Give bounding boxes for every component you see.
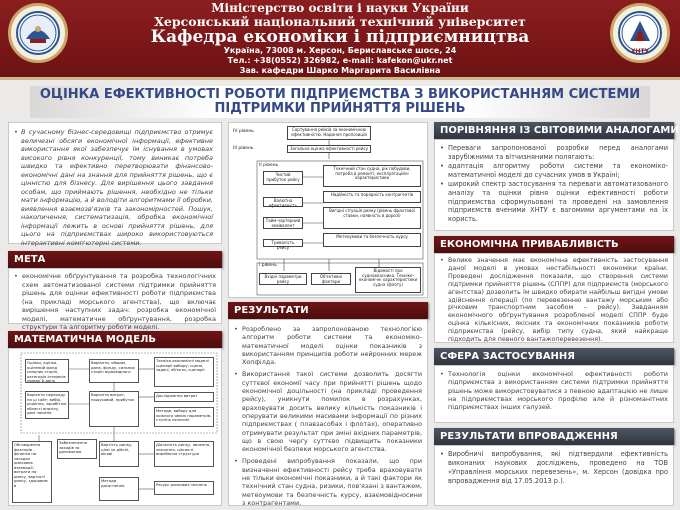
math-box-2: Варіанти переходу на ці сайт; вибір, рішення, заробітної області аналізу, дані запитів: [25, 391, 69, 419]
university-title: Херсонський національний технічний університет: [154, 14, 526, 29]
results-item-1: • Розроблено за запропонованою технологією алгоритм роботи системи та економіко-математичної моделі оцінки показників з використанням принципів роботи нейронних мереж Хопфілда.: [234, 325, 422, 366]
math-box-1: Оцінки, оцінка, оцінений фонд сильних сторін, категорія інтересів прямої й дань: [25, 359, 69, 383]
application-box: [434, 365, 674, 423]
results-item-3: • Проведені випробування показали, що при визначенні ефективності рейсу треба враховувати не тільки економічні показники, а й такі фактори як технічний стан судна, ризики, пов'язані з вантажем, метеоумови та безпечність курсу, взаємовідносини з контрагентами.: [234, 457, 422, 507]
math-box-12: Методи досягнення: [99, 477, 139, 501]
level-4-label: IV рівень: [233, 129, 254, 134]
right-box-4: Метеоумови та безпечність курсу: [323, 233, 421, 247]
math-box-11: Діяльність ринку, явлення, значення, цінності, виробнича структура: [154, 441, 214, 467]
math-box-9: Обговорення факторів - фінанси на засадах ринкових взаємодії; витрати на ринку, вартості ринку, здоровим в: [12, 441, 52, 503]
department-logo-text: ХНТУ: [630, 48, 650, 55]
math-box-6: Дослідження витрат: [154, 392, 214, 402]
right-box-2: Надійність та порядність контрагентів: [323, 191, 421, 203]
implementation-text: • Виробничі випробування, які підтвердили ефективність виконаних наукових досліджень, проведено на ТОВ «Управління морських перевезень», м. Херсон (довідка про впровадження від 17.05.2013 р.).: [440, 450, 668, 486]
math-model-heading: МАТЕМАТИЧНА МОДЕЛЬ: [8, 331, 222, 348]
bottom-box-2: Об'єктивні фактори: [311, 273, 351, 285]
meta-heading: МЕТА: [8, 251, 222, 268]
contacts-text: Тел.: +38(0552) 326982, e-mail: kafekon@ukr.net: [227, 56, 453, 65]
application-text: • Технологія оцінки економічної ефективності роботи підприємства з використанням системи підтримки прийняття рішень може використовуватися з певною адаптацією не лише на підприємствах морського профілю але й різноманітних підприємствах інших галузей.: [440, 370, 668, 411]
level-2-label: II рівень: [259, 163, 279, 168]
level-3-box: Загальна оцінка ефективності рейсу: [287, 145, 371, 153]
university-logo: [8, 3, 68, 63]
poster-header: [0, 0, 680, 80]
meta-box: [8, 268, 222, 331]
economic-box: [434, 253, 674, 343]
address-text: Україна, 73008 м. Херсон, Бериславське шосе, 24: [223, 46, 457, 55]
implementation-box: [434, 445, 674, 506]
comparison-box: [434, 139, 674, 231]
bottom-box-3: Відомості про судновласника. Техніко-економічні характеристики судна (флоту): [355, 267, 421, 293]
department-head-text: Зав. кафедри Шарко Маргарита Василівна: [239, 66, 441, 75]
left-box-4: Тривалість рейсу: [263, 239, 303, 247]
level-3-label: III рівень: [233, 146, 254, 151]
comparison-item-1: • Переваги запропонованої розробки перед аналогами зарубіжними та вітчизняними полягають:: [440, 144, 668, 161]
math-box-3: Варіанти, обирає, дана, фонду, сильних сторін відповідного: [89, 359, 139, 383]
comparison-item-2: • адаптація алгоритму роботи системи та економіко-математичної моделі до сучасних умов в Україні;: [440, 162, 668, 179]
intro-text: • В сучасному бізнес-середовищі підприємство отримує величезні обсяги економічної інформації, ефективне використання якої забезпечує їм існування в умовах високого рівня конкуренції, тому виникає потреба швидко та ефективно перетворювати фінансово-економічні дані на знання для прийняття рішень, що є цінністю для бізнесу. Для вирішення цього завдання особам, що приймають рішення, необхідно не тільки мати інформацію, а й володіти алгоритмами її обробки, виявлення взаємозв'язків та закономірностей. Пошук, накопичення, систематизація, обробка економічної інформації лежить в основі прийняття рішень, для цього на підприємствах широко використовуються інтерактивні комп'ютерні системи.: [21, 128, 213, 247]
level-4-box: Сортування рейсів за економічною ефективністю. Надання пропозицій: [287, 126, 371, 140]
economic-text: • Велике значення має економічна ефективність застосування даної моделі в умовах нестабільності економіки країни. Проведені дослідження показали, що створення системи підтримки прийняття рішень (СППР) для підприємств (морського агентства) дозволить їм швидко обирати найбільш вигідні умови здійснення операції (по перевезенню вантажу морським або річковим транспортним засобом – рейсу). Завданням економічного обґрунтування розробленої моделі СППР буде оцінка кількісних, якісних та економічних показників роботи підприємства (рейсу, вибір типу судна, який найкраще підходить для певного вантажоперевезення).: [440, 257, 668, 344]
bottom-box-1: Вхідні параметри рейсу: [259, 273, 307, 285]
intro-box: [8, 122, 222, 247]
right-box-1: Технічний стан судна, рік побудови, потреба в ремонті, експлуатаційні характеристики: [323, 165, 421, 187]
math-box-7: Методи, вибору для кожного явних параметрів, ступінь незначні: [154, 407, 214, 427]
level-1-label: I рівень: [259, 263, 277, 268]
meta-text: • економічне обґрунтування та розробка технологічних схем автоматизованої системи підтримки прийняття рішень для оцінки ефективності роботи підприємства (на прикладі морського агентства), що включає вирішення наступних задач: розробка економічної моделі, математичне обґрунтування, розробка структури та алгоритму роботи моделі.: [14, 272, 216, 332]
ministry-title: Міністерство освіти і науки України: [211, 1, 469, 15]
system-levels-diagram: [228, 122, 428, 298]
application-heading: СФЕРА ЗАСТОСУВАННЯ: [434, 348, 674, 365]
implementation-heading: РЕЗУЛЬТАТИ ВПРОВАДЖЕННЯ: [434, 428, 674, 445]
math-box-13: Ресурс ринкових значень: [154, 481, 214, 495]
left-box-3: Тайм-чартерний еквівалент: [263, 217, 303, 229]
university-emblem-icon: [16, 11, 60, 55]
department-logo: [610, 3, 670, 63]
comparison-heading: ПОРІВНЯННЯ ІЗ СВІТОВИМИ АНАЛОГАМИ: [434, 122, 674, 139]
math-model-diagram: [8, 348, 222, 506]
comparison-item-3: • широкий спектр застосування та переваги автоматизованого аналізу та оцінки рівня оцінки ефективності роботи підприємства сформульовані та проведені на замовлення підприємств вченими ХНТУ є вагомими аргументами на їх користь.: [440, 180, 668, 223]
math-box-4: Техніко-економічні моделі сценарії вибору; сцени, задачі, об'єкти, сценарії: [154, 357, 214, 387]
math-box-8: Забезпечення заходів за допомогою: [57, 439, 97, 459]
economic-heading: ЕКОНОМІЧНА ПРИВАБЛИВІСТЬ: [434, 236, 674, 253]
left-box-2: Валютна ефективність: [263, 197, 303, 207]
results-item-2: • Використання такої системи дозволить досягти суттєвої економії часу при прийнятті рішень щодо економічної доцільності (на прикладі проведення рейсу), уникнути помилок в розрахунках, враховувати досить велику кількість показників і оперувати великими масивами інформації по різних підприємствах ( плавзасобах і флотах), оперативно отримувати результат при зміні вхідних параметрів, що в свою чергу суттєво підвищить показники економічної безпеки морського агентства.: [234, 370, 422, 453]
left-box-1: Чистий прибуток рейсу: [263, 171, 303, 185]
math-box-10: Вартість ринку, ціни за дійсні, вікові: [99, 441, 139, 467]
poster-title: ОЦІНКА ЕФЕКТИВНОСТІ РОБОТИ ПІДПРИЄМСТВА З ВИКОРИСТАННЯМ СИСТЕМИ ПІДТРИМКИ ПРИЙНЯТТЯ РІШЕНЬ: [30, 86, 650, 118]
math-box-5: Варіанти витрат, пошуковий, прибуток: [89, 391, 139, 427]
results-box: [228, 319, 428, 506]
department-title: Кафедра економіки і підприємництва: [150, 27, 530, 47]
right-box-3: Вигідні сітуація ринку (рівень фрахтової ставки, наявність в дорозі): [323, 207, 421, 229]
results-heading: РЕЗУЛЬТАТИ: [228, 302, 428, 319]
